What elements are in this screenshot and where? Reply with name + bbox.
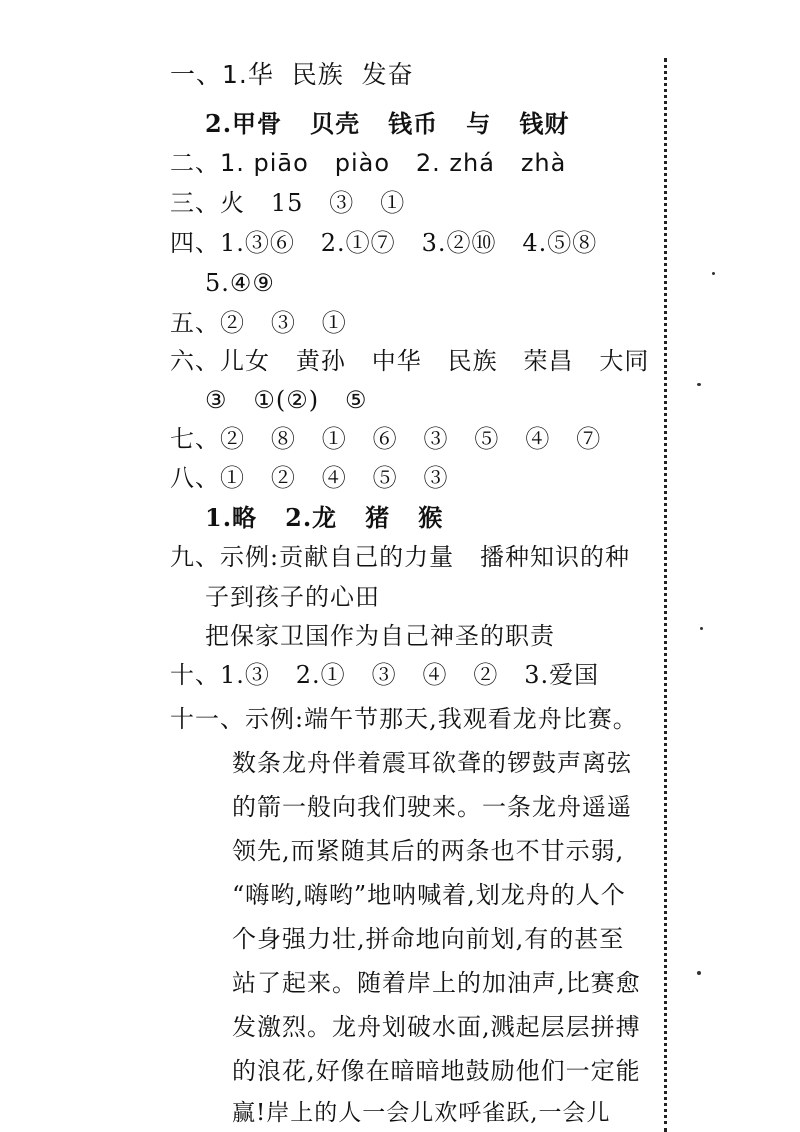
answer-line-14: 子到孩子的心田 (205, 583, 380, 611)
answer-line-23: 站了起来。随着岸上的加油声,比赛愈 (232, 969, 641, 997)
answer-line-4: 三、火 15 ③ ① (170, 189, 406, 217)
answer-line-7: 五、② ③ ① (170, 309, 347, 337)
answer-line-25: 的浪花,好像在暗暗地鼓励他们一定能 (232, 1057, 641, 1085)
answer-line-16: 十、1.③ 2.① ③ ④ ② 3.爱国 (170, 661, 600, 689)
answer-line-3: 二、1. piāo piào 2. zhá zhà (170, 149, 567, 177)
answer-line-12: 1.略 2.龙 猪 猴 (205, 503, 444, 532)
answer-line-26: 赢!岸上的人一会儿欢呼雀跃,一会儿 (232, 1100, 611, 1126)
answer-line-13: 九、示例:贡献自己的力量 播种知识的种 (170, 543, 630, 571)
answer-line-8: 六、儿女 黄孙 中华 民族 荣昌 大同 (170, 347, 650, 375)
answer-line-10: 七、② ⑧ ① ⑥ ③ ⑤ ④ ⑦ (170, 425, 602, 453)
scan-speck (712, 272, 715, 275)
answer-line-15: 把保家卫国作为自己神圣的职责 (205, 622, 555, 650)
answer-line-11: 八、① ② ④ ⑤ ③ (170, 464, 449, 492)
answer-line-1: 一、1.华 民族 发奋 (170, 60, 414, 89)
answer-line-20: 领先,而紧随其后的两条也不甘示弱, (232, 837, 625, 865)
dotted-divider (664, 58, 667, 1132)
answer-line-21: “嗨哟,嗨哟”地呐喊着,划龙舟的人个 (232, 881, 626, 909)
answer-line-2: 2.甲骨 贝壳 钱币 与 钱财 (205, 109, 570, 138)
scan-speck (697, 383, 701, 386)
answer-line-18: 数条龙舟伴着震耳欲聋的锣鼓声离弦 (232, 749, 632, 777)
answer-line-9: ③ ①(②) ⑤ (205, 386, 368, 414)
answer-line-5: 四、1.③⑥ 2.①⑦ 3.②⑩ 4.⑤⑧ (170, 229, 598, 257)
answer-line-22: 个身强力壮,拼命地向前划,有的甚至 (232, 925, 625, 953)
scan-speck (700, 627, 703, 630)
answer-line-6: 5.④⑨ (205, 269, 275, 297)
answer-line-19: 的箭一般向我们驶来。一条龙舟遥遥 (232, 793, 632, 821)
answer-line-24: 发激烈。龙舟划破水面,溅起层层拼搏 (232, 1013, 641, 1041)
answer-line-17: 十一、示例:端午节那天,我观看龙舟比赛。 (170, 705, 638, 733)
scan-speck (697, 971, 701, 975)
